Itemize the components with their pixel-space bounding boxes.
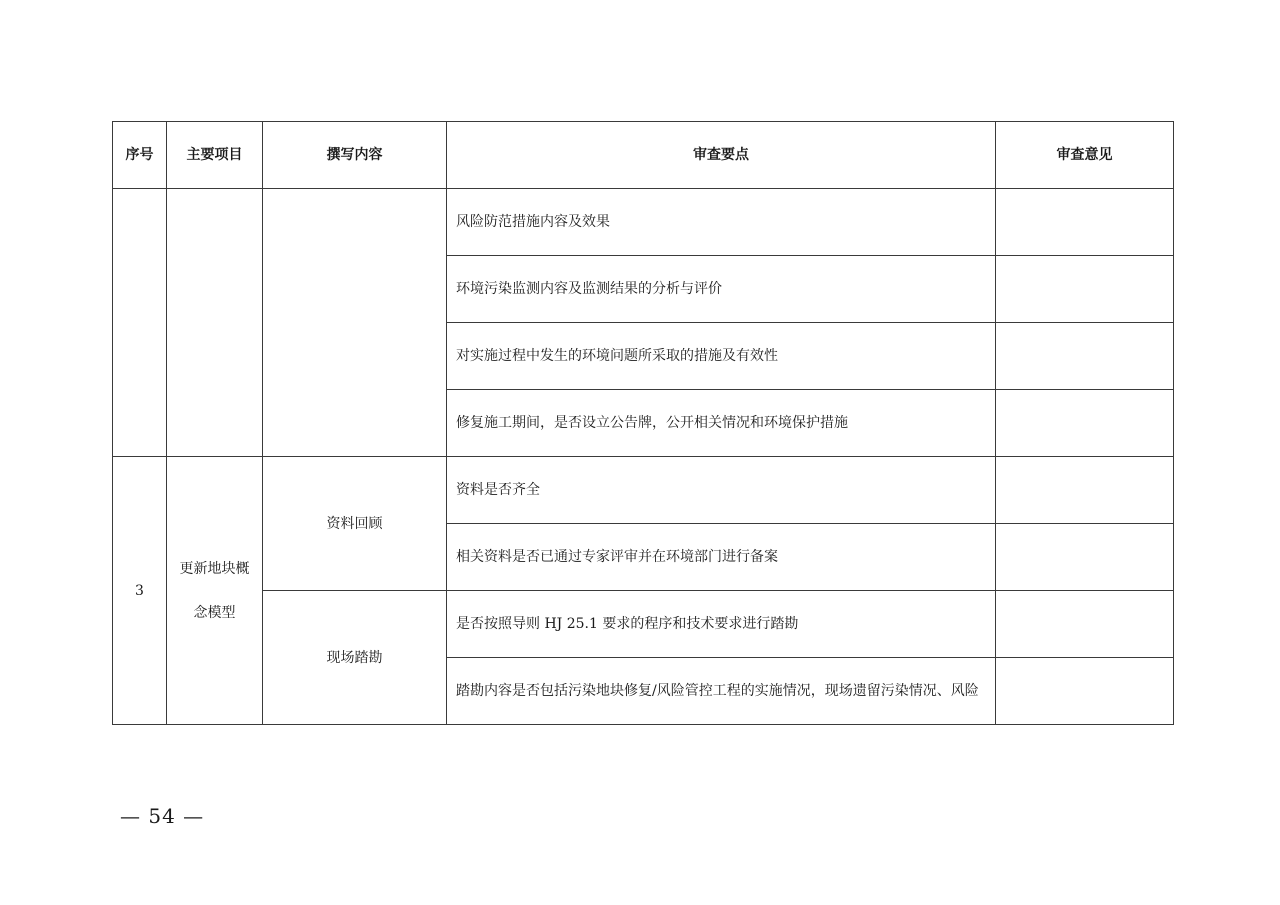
review-opinion-cell bbox=[996, 524, 1174, 591]
review-point-cell: 修复施工期间，是否设立公告牌，公开相关情况和环境保护措施 bbox=[447, 390, 996, 457]
content-cell-data-review: 资料回顾 bbox=[263, 457, 447, 591]
review-opinion-cell bbox=[996, 591, 1174, 658]
page-number: — 54 — bbox=[120, 804, 205, 828]
header-review-points: 审查要点 bbox=[447, 122, 996, 189]
review-point-cell: 对实施过程中发生的环境问题所采取的措施及有效性 bbox=[447, 323, 996, 390]
review-point-cell: 环境污染监测内容及监测结果的分析与评价 bbox=[447, 256, 996, 323]
continued-index-cell bbox=[113, 189, 167, 457]
review-opinion-cell bbox=[996, 256, 1174, 323]
review-point-cell: 资料是否齐全 bbox=[447, 457, 996, 524]
review-point-cell: 相关资料是否已通过专家评审并在环境部门进行备案 bbox=[447, 524, 996, 591]
review-opinion-cell bbox=[996, 658, 1174, 725]
review-point-cell: 风险防范措施内容及效果 bbox=[447, 189, 996, 256]
review-opinion-cell bbox=[996, 390, 1174, 457]
review-point-cell: 踏勘内容是否包括污染地块修复/风险管控工程的实施情况，现场遗留污染情况、风险 bbox=[447, 658, 996, 725]
review-opinion-cell bbox=[996, 457, 1174, 524]
section-main-item-cell bbox=[167, 457, 263, 725]
section-index-cell: 3 bbox=[113, 457, 167, 725]
header-main-item: 主要项目 bbox=[167, 122, 263, 189]
review-opinion-cell bbox=[996, 323, 1174, 390]
table-row bbox=[113, 457, 1174, 524]
content-cell-site-survey: 现场踏勘 bbox=[263, 591, 447, 725]
review-checklist-table bbox=[112, 121, 1174, 725]
continued-main-item-cell bbox=[167, 189, 263, 457]
table-row bbox=[113, 591, 1174, 658]
review-opinion-cell bbox=[996, 189, 1174, 256]
header-content: 撰写内容 bbox=[263, 122, 447, 189]
review-point-cell: 是否按照导则 HJ 25.1 要求的程序和技术要求进行踏勘 bbox=[447, 591, 996, 658]
header-index: 序号 bbox=[113, 122, 167, 189]
header-review-opinion: 审查意见 bbox=[996, 122, 1174, 189]
table-row bbox=[113, 189, 1174, 256]
continued-content-cell bbox=[263, 189, 447, 457]
section-main-item-label: 更新地块概念模型 bbox=[179, 560, 250, 621]
header-row bbox=[113, 122, 1174, 189]
